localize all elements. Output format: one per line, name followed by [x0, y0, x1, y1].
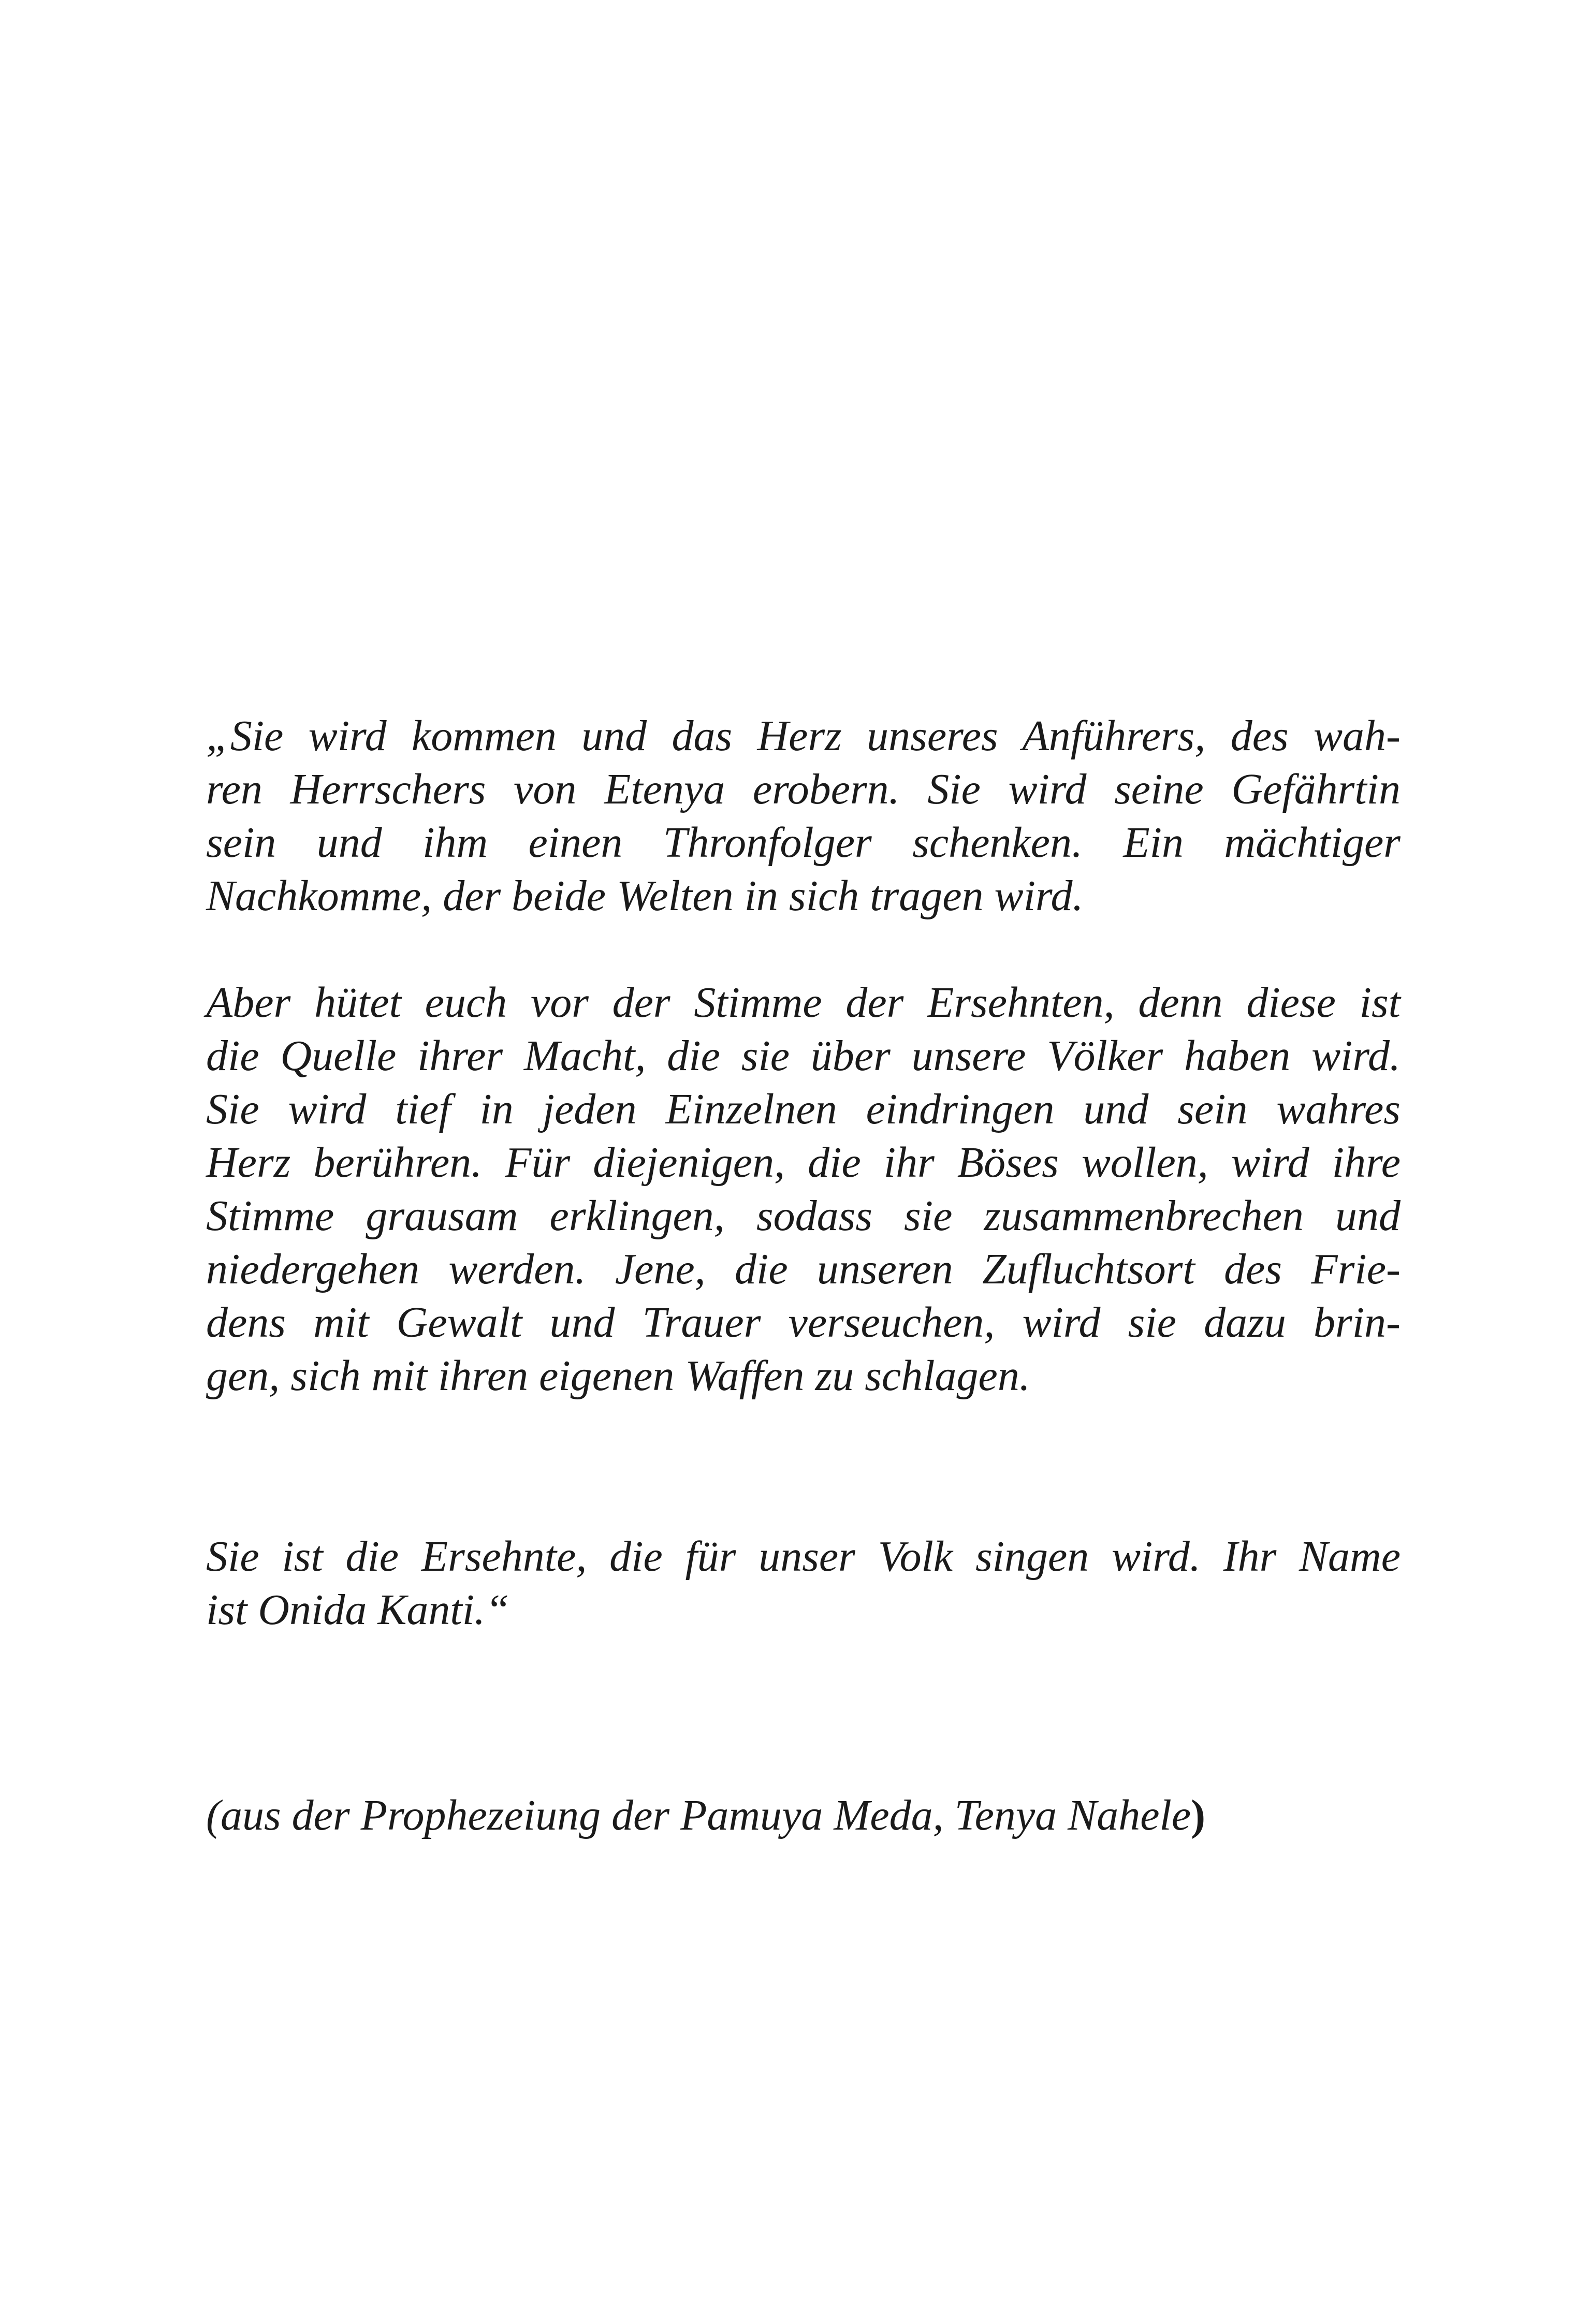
source-text: (aus der Prophezeiung der Pamuya Meda, Tenya Nahele	[206, 1791, 1191, 1839]
text-line: die Quelle ihrer Macht, die sie über unsere Völker haben wird.	[206, 1032, 1401, 1080]
prophecy-paragraph-3	[206, 1530, 1401, 1636]
text-line: Sie ist die Ersehnte, die für unser Volk singen wird. Ihr Name	[206, 1532, 1401, 1581]
text-line: „Sie wird kommen und das Herz unseres Anführers, des wah-	[206, 712, 1401, 760]
prophecy-paragraph-2	[206, 976, 1401, 1402]
prophecy-paragraph-1	[206, 709, 1401, 923]
text-line: ist Onida Kanti.“	[206, 1586, 509, 1634]
text-line: niedergehen werden. Jene, die unseren Zufluchtsort des Frie-	[206, 1245, 1401, 1293]
text-line: Herz berühren. Für diejenigen, die ihr Böses wollen, wird ihre	[206, 1138, 1401, 1187]
text-line: dens mit Gewalt und Trauer verseuchen, wird sie dazu brin-	[206, 1298, 1401, 1347]
text-line: Sie wird tief in jeden Einzelnen eindringen und sein wahres	[206, 1085, 1401, 1133]
source-line	[206, 1789, 1401, 1842]
text-line: gen, sich mit ihren eigenen Waffen zu schlagen.	[206, 1352, 1030, 1400]
text-line: Stimme grausam erklingen, sodass sie zusammenbrechen und	[206, 1192, 1401, 1240]
text-line: Aber hütet euch vor der Stimme der Ersehnten, denn diese ist	[206, 978, 1401, 1027]
text-line: sein und ihm einen Thronfolger schenken. Ein mächtiger	[206, 818, 1401, 867]
source-closing-paren: )	[1191, 1791, 1206, 1839]
text-line: ren Herrschers von Etenya erobern. Sie wird seine Gefährtin	[206, 765, 1401, 813]
prophecy-source	[206, 1789, 1401, 1842]
text-line: Nachkomme, der beide Welten in sich tragen wird.	[206, 872, 1084, 920]
